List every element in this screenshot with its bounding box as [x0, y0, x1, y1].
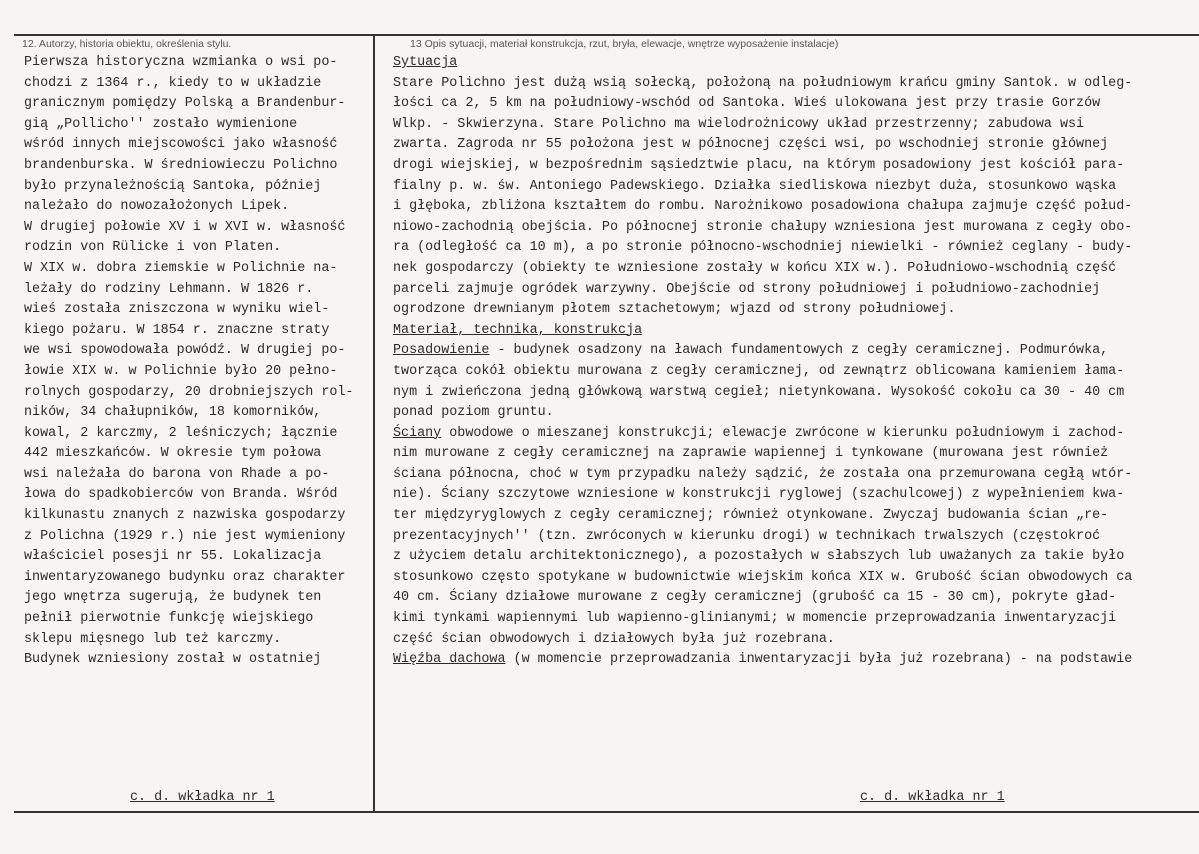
description-line: [393, 53, 1193, 74]
history-line: ników, 34 chałupników, 18 komorników,: [24, 405, 322, 421]
description-line: [393, 115, 1193, 136]
left-continuation-note: c. d. wkładka nr 1: [130, 790, 275, 805]
description-line: [393, 177, 1193, 198]
history-line: sklepu mięsnego lub też karczmy.: [24, 631, 282, 647]
history-line: należało do nowozałożonych Lipek.: [24, 199, 290, 215]
description-text: ter międzyryglowych z cegły ceramicznej; również otynkowane. Zwyczaj budowania ścian „re-: [393, 508, 1109, 524]
description-text: zwarta. Zagroda nr 55 położona jest w północnej części wsi, po wschodniej stronie głównej: [393, 137, 1109, 153]
section-heading: Sytuacja: [393, 55, 458, 70]
description-text: z użyciem detalu architektonicznego), a pozostałych w słabszych lub uważanych za takie było: [393, 549, 1125, 565]
history-line: 442 mieszkańców. W okresie tym połowa: [24, 446, 322, 462]
description-line: [393, 135, 1193, 156]
history-line: rolnych gospodarzy, 20 drobniejszych rol-: [24, 384, 354, 400]
description-line: [393, 506, 1193, 527]
description-line: [393, 485, 1193, 506]
right-column-heading: 13 Opis sytuacji, materiał konstrukcja, rzut, bryła, elewacje, wnętrze wyposażenie instalacje): [410, 38, 839, 50]
description-line: [393, 218, 1193, 239]
history-line: Pierwsza historyczna wzmianka o wsi po-: [24, 55, 338, 70]
description-line: [393, 465, 1193, 486]
description-text: prezentacyjnych'' (tzn. zwróconych w kierunku drogi) w technikach trwalszych (częstokroć: [393, 528, 1101, 544]
description-text: nym i zwieńczona jedną główkową warstwą cegieł; nietynkowana. Wysokość cokołu ca 30 - 40 cm: [393, 384, 1125, 400]
description-line: [393, 383, 1193, 404]
history-line: kiego pożaru. W 1854 r. znaczne straty: [24, 322, 330, 338]
history-line: wsi należała do barona von Rhade a po-: [24, 466, 330, 482]
description-line: [393, 444, 1193, 465]
left-column-heading: 12. Autorzy, historia obiektu, określenia stylu.: [22, 38, 232, 50]
description-text: nek gospodarczy (obiekty te wzniesione zostały w końcu XIX w.). Południowo-wschodnią część: [393, 260, 1117, 276]
description-line: [393, 568, 1193, 589]
description-text: nim murowane z cegły ceramicznej na zaprawie wapiennej i tynkowane (murowana jest również: [393, 446, 1109, 462]
description-text: (w momencie przeprowadzania inwentaryzacji była już rozebrana) - na podstawie: [505, 652, 1133, 668]
description-text: ogrodzone drewnianym płotem sztachetowym; wjazd od strony południowej.: [393, 302, 956, 318]
history-line: wśród innych miejscowości jako własność: [24, 137, 338, 153]
history-line: chodzi z 1364 r., kiedy to w układzie: [24, 75, 322, 91]
description-line: [393, 238, 1193, 259]
description-line: [393, 547, 1193, 568]
history-line: jego wnętrza sugerują, że budynek ten: [24, 590, 322, 606]
description-line: [393, 362, 1193, 383]
description-text: 40 cm. Ściany działowe murowane z cegły ceramicznej (grubość ca 15 - 30 cm), pokryte gład-: [393, 590, 1117, 606]
description-text: obwodowe o mieszanej konstrukcji; elewacje zwrócone w kierunku południowym i zachod-: [441, 425, 1125, 441]
description-line: [393, 424, 1193, 445]
top-rule: [14, 34, 1199, 36]
description-line: [393, 341, 1193, 362]
description-text: ra (odległość ca 10 m), a po stronie północno-wschodniej niewielki - również ceglany - budy-: [393, 240, 1133, 256]
description-text: - budynek osadzony na ławach fundamentowych z cegły ceramicznej. Podmurówka,: [489, 343, 1109, 359]
history-line: z Polichna (1929 r.) nie jest wymieniony: [24, 528, 346, 544]
description-line: [393, 280, 1193, 301]
description-line: [393, 650, 1193, 671]
description-line: [393, 630, 1193, 651]
history-line: kowal, 2 karczmy, 2 leśniczych; łącznie: [24, 425, 338, 441]
section-heading: Materiał, technika, konstrukcja: [393, 322, 643, 338]
description-text: kimi tynkami wapiennymi lub wapienno-glinianymi; w momencie przeprowadzania inwentaryzacji: [393, 611, 1117, 627]
history-line: kilkunastu znanych z nazwiska gospodarzy: [24, 508, 346, 524]
history-line: właściciel posesji nr 55. Lokalizacja: [24, 549, 322, 565]
description-line: [393, 197, 1193, 218]
history-line: granicznym pomiędzy Polską a Brandenbur-: [24, 96, 346, 112]
description-text: parceli zajmuje ogródek warzywny. Obejście od strony południowej i południowo-zachodniej: [393, 281, 1101, 297]
description-column: [393, 53, 1193, 671]
description-line: [393, 74, 1193, 95]
history-line: rodzin von Rülicke i von Platen.: [24, 240, 282, 256]
column-divider: [373, 34, 375, 811]
history-line: W drugiej połowie XV i w XVI w. własność: [24, 219, 346, 235]
section-heading: Posadowienie: [393, 343, 490, 359]
description-text: i głęboka, zbliżona kształtem do rombu. Narożnikowo posadowiona chałupa zajmuje część połud-: [393, 199, 1133, 215]
description-line: [393, 321, 1193, 342]
description-text: nie). Ściany szczytowe wzniesione w konstrukcji ryglowej (szachulcowej) z wypełnieniem kwa-: [393, 487, 1125, 503]
right-continuation-note: c. d. wkładka nr 1: [860, 790, 1005, 805]
description-line: [393, 403, 1193, 424]
bottom-rule: [14, 811, 1199, 813]
history-line: pełnił pierwotnie funkcję wiejskiego: [24, 611, 314, 627]
history-line: wieś została zniszczona w wyniku wiel-: [24, 302, 330, 318]
description-line: [393, 300, 1193, 321]
description-text: ponad poziom gruntu.: [393, 405, 554, 421]
description-text: Stare Polichno jest dużą wsią sołecką, położoną na południowym krańcu gminy Santok. w odleg-: [393, 75, 1133, 91]
description-text: drogi wiejskiej, w bezpośrednim sąsiedztwie placu, na którym posadowiony jest kościół para-: [393, 157, 1125, 173]
history-line: we wsi spowodowała powódź. W drugiej po-: [24, 343, 346, 359]
section-heading: Ściany: [393, 425, 442, 441]
history-line: gią „Pollicho'' zostało wymienione: [24, 116, 298, 132]
history-line: Budynek wzniesiony został w ostatniej: [24, 652, 322, 668]
history-line: W XIX w. dobra ziemskie w Polichnie na-: [24, 260, 338, 276]
description-line: [393, 156, 1193, 177]
description-text: fialny p. w. św. Antoniego Padewskiego. Działka siedliskowa niezbyt duża, stosunkowo wąska: [393, 178, 1117, 194]
description-text: łości ca 2, 5 km na południowy-wschód od Santoka. Wieś ulokowana jest przy trasie Gorzów: [393, 96, 1101, 112]
section-heading: Więźba dachowa: [393, 652, 506, 668]
description-line: [393, 527, 1193, 548]
description-text: Wlkp. - Skwierzyna. Stare Polichno ma wielodrożnicowy układ przestrzenny; zabudowa wsi: [393, 116, 1085, 132]
description-line: [393, 609, 1193, 630]
history-line: łowie XIX w. w Polichnie było 20 pełno-: [24, 363, 338, 379]
history-line: leżały do rodziny Lehmann. W 1826 r.: [24, 281, 314, 297]
history-line: inwentaryzowanego budynku oraz charakter: [24, 569, 346, 585]
history-line: łowa do spadkobierców von Branda. Wśród: [24, 487, 338, 503]
description-text: tworząca cokół obiektu murowana z cegły ceramicznej, od zewnątrz oblicowana kamieniem łama-: [393, 363, 1125, 379]
history-line: brandenburska. W średniowieczu Polichno: [24, 157, 338, 173]
description-line: [393, 259, 1193, 280]
description-line: [393, 588, 1193, 609]
description-text: niowo-zachodnią obejścia. Po północnej stronie chałupy wzniesiona jest murowana z cegły obo-: [393, 219, 1133, 235]
history-line: było przynależnością Santoka, później: [24, 178, 322, 194]
description-line: [393, 94, 1193, 115]
description-text: stosunkowo często spotykane w budownictwie wiejskim końca XIX w. Grubość ścian obwodowych ca: [393, 569, 1133, 585]
description-text: część ścian obwodowych i działowych była już rozebrana.: [393, 631, 835, 647]
history-column: [24, 53, 369, 671]
description-text: ściana północna, choć w tym przypadku należy sądzić, że została ona przemurowana cegłą wtór-: [393, 466, 1133, 482]
